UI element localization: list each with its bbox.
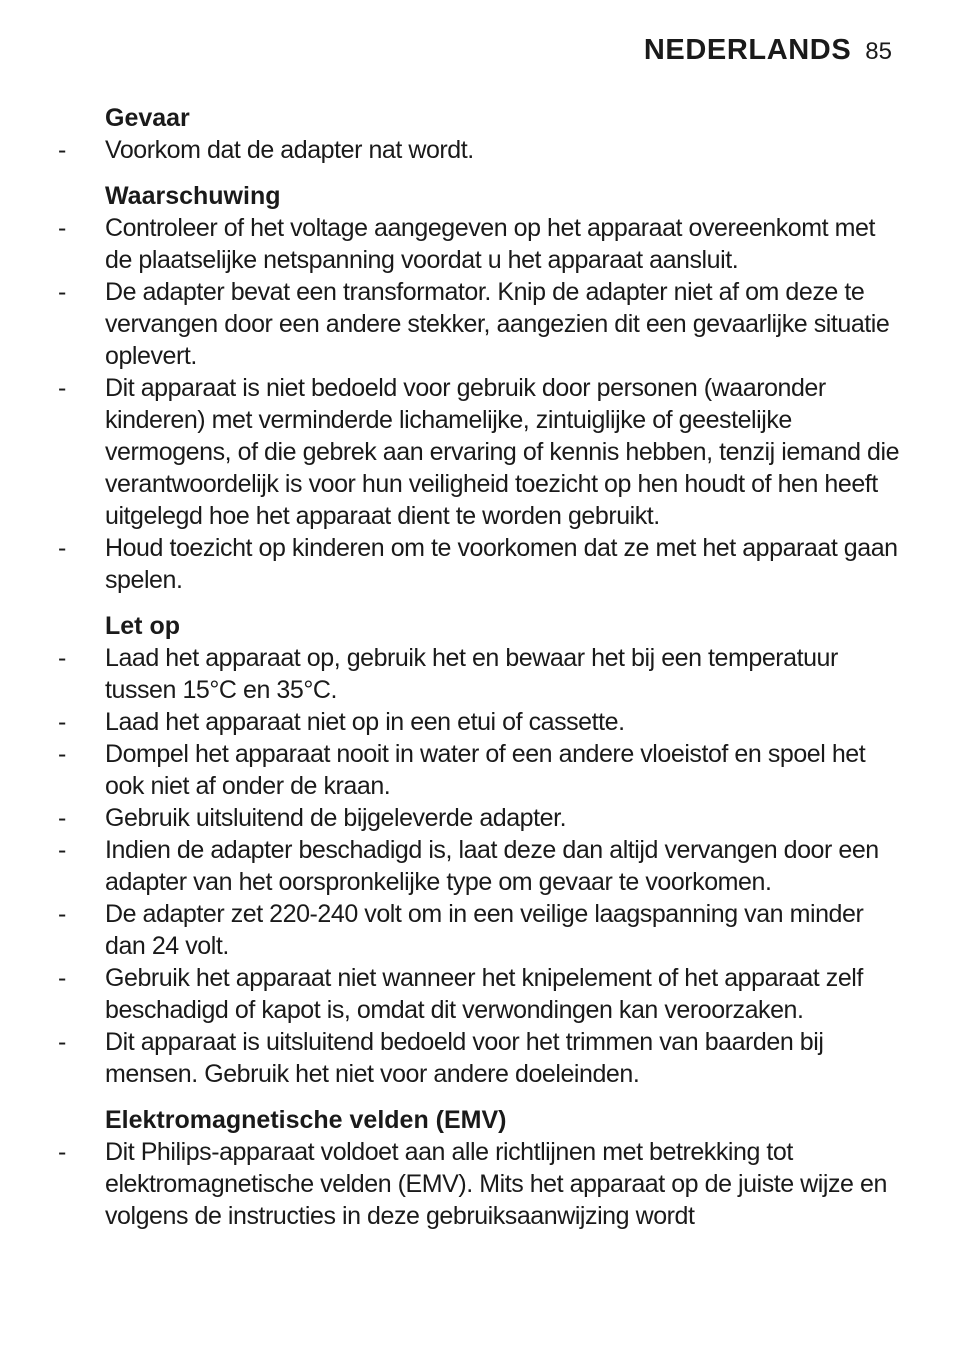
list-item-text: Voorkom dat de adapter nat wordt. [105, 136, 474, 164]
section-emv [58, 1104, 908, 1232]
list-item-text: Dit apparaat is uitsluitend bedoeld voor het trimmen van baarden bij mensen. Gebruik het niet voor andere doeleinden. [105, 1028, 824, 1088]
list-item [58, 738, 908, 802]
list-item-text: Houd toezicht op kinderen om te voorkomen dat ze met het apparaat gaan spelen. [105, 534, 898, 594]
section-gevaar [58, 102, 908, 166]
list-item-text: Gebruik het apparaat niet wanneer het knipelement of het apparaat zelf beschadigd of kapot is, omdat dit verwondingen kan veroorzaken. [105, 964, 863, 1024]
list-item [58, 834, 908, 898]
bullet-dash: - [58, 136, 66, 164]
list-item [58, 898, 908, 962]
page-number: 85 [865, 38, 892, 65]
list-item [58, 276, 908, 372]
list-item-text: De adapter zet 220-240 volt om in een veilige laagspanning van minder dan 24 volt. [105, 900, 864, 960]
bullet-dash: - [58, 214, 66, 242]
document-body [58, 102, 908, 1232]
list-item [58, 1136, 908, 1232]
bullet-dash: - [58, 836, 66, 864]
bullet-list [58, 212, 908, 596]
bullet-dash: - [58, 708, 66, 736]
list-item [58, 1026, 908, 1090]
list-item-text: Dit Philips-apparaat voldoet aan alle richtlijnen met betrekking tot elektromagnetische velden (EMV). Mits het apparaat op de juiste wijze en volgens de instructies in deze gebruiksaanwijzing wordt [105, 1138, 887, 1230]
list-item-text: Laad het apparaat niet op in een etui of cassette. [105, 708, 625, 736]
bullet-dash: - [58, 740, 66, 768]
list-item [58, 532, 908, 596]
section-waarschuwing [58, 180, 908, 596]
bullet-dash: - [58, 278, 66, 306]
list-item [58, 134, 908, 166]
list-item-text: Indien de adapter beschadigd is, laat deze dan altijd vervangen door een adapter van het oorspronkelijke type om gevaar te voorkomen. [105, 836, 879, 896]
page-header [644, 34, 892, 67]
list-item [58, 802, 908, 834]
bullet-dash: - [58, 964, 66, 992]
list-item-text: Dit apparaat is niet bedoeld voor gebruik door personen (waaronder kinderen) met verminderde lichamelijke, zintuiglijke of geestelijke vermogens, of die gebrek aan ervaring of kennis hebben, tenzij iemand die verantwoordelijk is voor hun veiligheid toezicht op hen houdt of hen heeft uitgelegd hoe het apparaat dient te worden gebruikt. [105, 374, 900, 530]
list-item-text: Dompel het apparaat nooit in water of een andere vloeistof en spoel het ook niet af onder de kraan. [105, 740, 866, 800]
bullet-dash: - [58, 804, 66, 832]
list-item-text: Gebruik uitsluitend de bijgeleverde adapter. [105, 804, 567, 832]
list-item [58, 372, 908, 532]
bullet-list [58, 642, 908, 1090]
section-heading: Waarschuwing [105, 182, 281, 210]
list-item-text: Controleer of het voltage aangegeven op het apparaat overeenkomt met de plaatselijke netspanning voordat u het apparaat aansluit. [105, 214, 875, 274]
list-item [58, 706, 908, 738]
bullet-dash: - [58, 374, 66, 402]
list-item [58, 212, 908, 276]
section-let-op [58, 610, 908, 1090]
bullet-dash: - [58, 1138, 66, 1166]
language-title: NEDERLANDS [643, 34, 852, 66]
bullet-dash: - [58, 900, 66, 928]
section-heading: Let op [105, 612, 180, 640]
bullet-dash: - [58, 534, 66, 562]
section-heading: Elektromagnetische velden (EMV) [105, 1106, 507, 1134]
list-item [58, 642, 908, 706]
bullet-dash: - [58, 644, 66, 672]
bullet-list [58, 1136, 908, 1232]
list-item [58, 962, 908, 1026]
bullet-list [58, 134, 908, 166]
section-heading: Gevaar [105, 104, 190, 132]
bullet-dash: - [58, 1028, 66, 1056]
list-item-text: Laad het apparaat op, gebruik het en bewaar het bij een temperatuur tussen 15°C en 35°C. [105, 644, 838, 704]
list-item-text: De adapter bevat een transformator. Knip de adapter niet af om deze te vervangen door een andere stekker, aangezien dit een gevaarlijke situatie oplevert. [105, 278, 890, 370]
